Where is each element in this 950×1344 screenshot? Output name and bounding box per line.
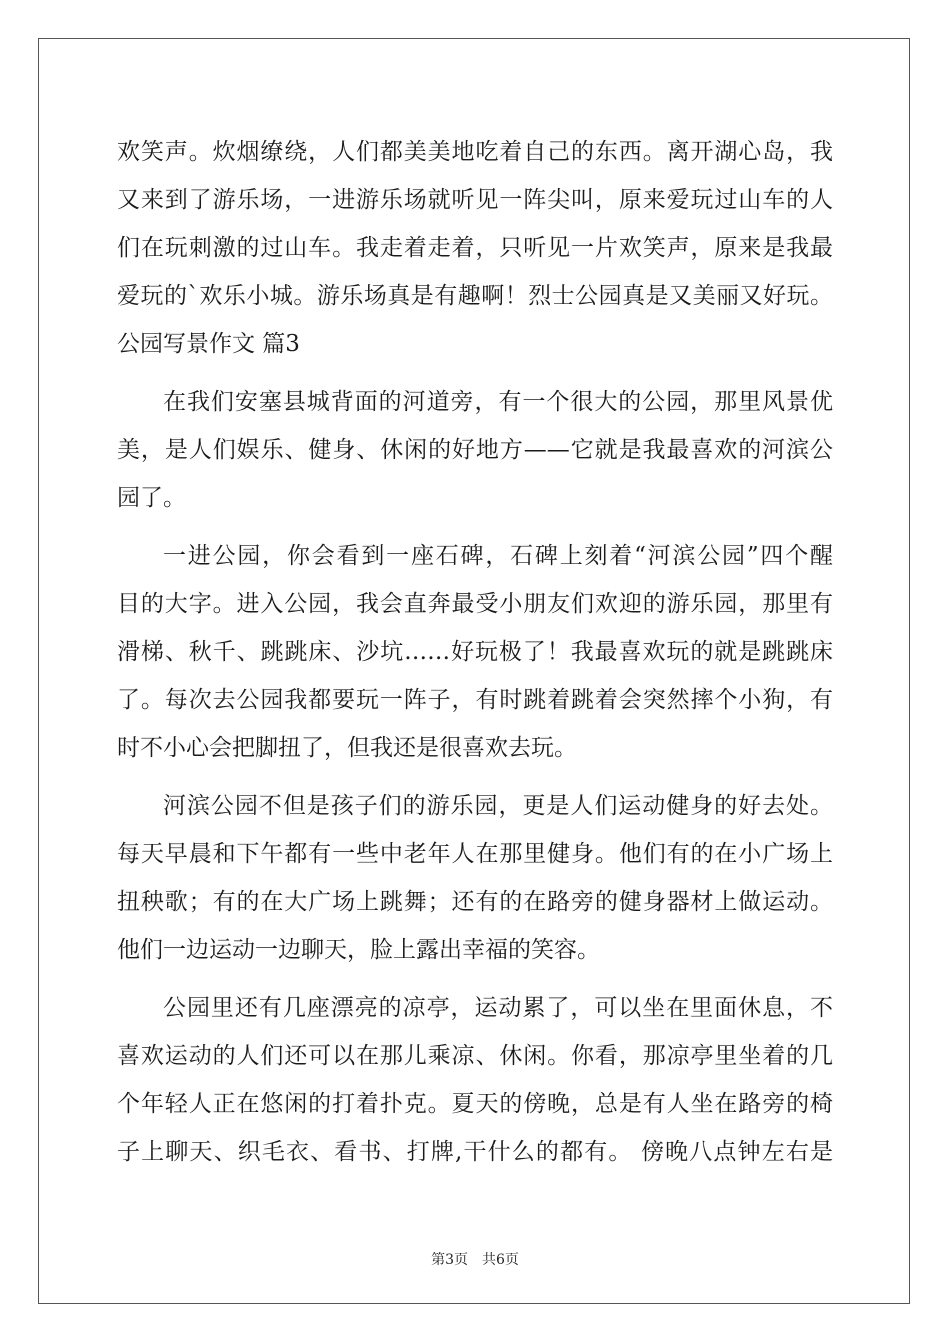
text-line: 喜欢运动的人们还可以在那儿乘凉、休闲。你看，那凉亭里坐着的几: [117, 1043, 833, 1069]
text-line: 一进公园，你会看到一座石碑，石碑上刻着“河滨公园”四个醒: [163, 543, 833, 569]
text-line: 们在玩刺激的过山车。我走着走着，只听见一片欢笑声，原来是我最: [117, 235, 833, 261]
text-line: 了。每次去公园我都要玩一阵子，有时跳着跳着会突然摔个小狗，有: [117, 687, 833, 713]
text-line: 河滨公园不但是孩子们的游乐园，更是人们运动健身的好去处。: [163, 793, 833, 819]
text-line: 在我们安塞县城背面的河道旁，有一个很大的公园，那里风景优: [163, 389, 833, 415]
text-line: 滑梯、秋千、跳跳床、沙坑……好玩极了！我最喜欢玩的就是跳跳床: [117, 639, 833, 665]
text-line: 爱玩的`欢乐小城。游乐场真是有趣啊！烈士公园真是又美丽又好玩。: [117, 283, 833, 309]
text-line: 欢笑声。炊烟缭绕，人们都美美地吃着自己的东西。离开湖心岛，我: [117, 139, 833, 165]
text-line: 公园里还有几座漂亮的凉亭，运动累了，可以坐在里面休息，不: [163, 995, 833, 1021]
text-line: 目的大字。进入公园，我会直奔最受小朋友们欢迎的游乐园，那里有: [117, 591, 833, 617]
page-number-footer: 第3页 共6页: [431, 1252, 519, 1268]
text-line: 个年轻人正在悠闲的打着扑克。夏天的傍晚，总是有人坐在路旁的椅: [117, 1091, 833, 1117]
text-line: 每天早晨和下午都有一些中老年人在那里健身。他们有的在小广场上: [117, 841, 833, 867]
text-line: 园了。: [117, 485, 186, 511]
document-body: [117, 128, 833, 1176]
text-line: 子上聊天、织毛衣、看书、打牌,干什么的都有。 傍晚八点钟左右是: [117, 1139, 833, 1165]
text-line: 又来到了游乐场，一进游乐场就听见一阵尖叫，原来爱玩过山车的人: [117, 187, 833, 213]
section-heading: 公园写景作文 篇3: [117, 331, 300, 357]
text-line: 扭秧歌；有的在大广场上跳舞；还有的在路旁的健身器材上做运动。: [117, 889, 833, 915]
text-line: 他们一边运动一边聊天，脸上露出幸福的笑容。: [117, 937, 600, 963]
text-line: 时不小心会把脚扭了，但我还是很喜欢去玩。: [117, 735, 577, 761]
text-line: 美，是人们娱乐、健身、休闲的好地方——它就是我最喜欢的河滨公: [117, 437, 833, 463]
